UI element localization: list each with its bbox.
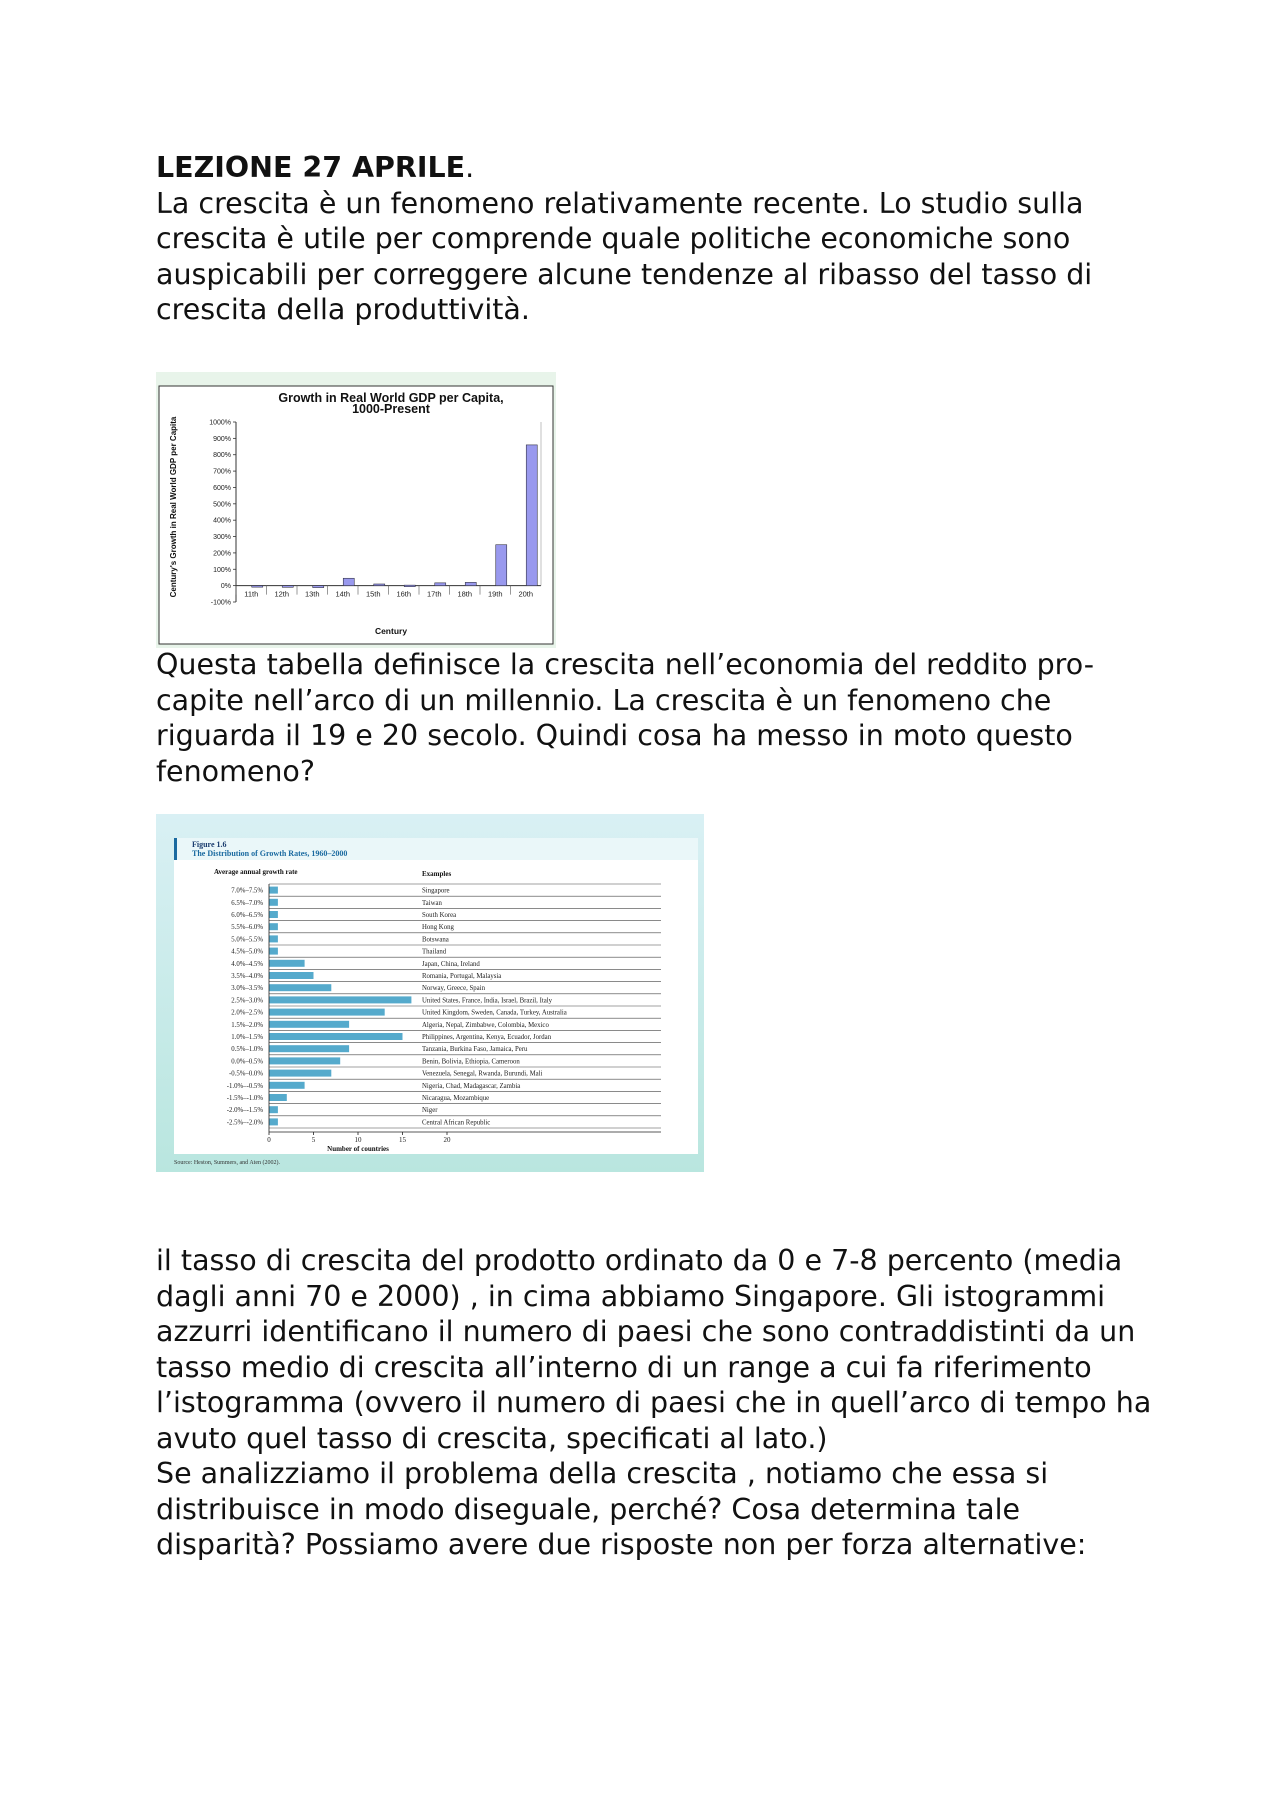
- chart2-bar: [269, 899, 278, 906]
- document-body: [156, 150, 1156, 328]
- chart1-y-tick-label: 700%: [213, 468, 231, 476]
- chart2-x-tick-label: 10: [354, 1136, 362, 1144]
- chart2-example: Japan, China, Ireland: [422, 960, 480, 968]
- chart2-x-tick-label: 5: [311, 1136, 316, 1144]
- chart1-x-tick-label: 18th: [457, 589, 473, 599]
- chart2-example: Venezuela, Senegal, Rwanda, Burundi, Mali: [422, 1070, 543, 1078]
- chart2-example: Norway, Greece, Spain: [422, 985, 485, 993]
- chart2-source: Source: Heston, Summers, and Aten (2002).: [174, 1160, 280, 1166]
- chart2-category-label: 6.0%–6.5%: [231, 912, 263, 919]
- chart2-example: Niger: [422, 1107, 438, 1115]
- chart1-x-tick-label: 15th: [365, 589, 381, 599]
- chart1-bar: [465, 582, 476, 585]
- chart1-y-tick-label: 0%: [220, 583, 231, 591]
- chart2-figure-label: Figure 1.6: [192, 840, 227, 849]
- chart2-category-label: 6.5%–7.0%: [231, 899, 263, 907]
- chart1-x-tick-label: 16th: [396, 589, 412, 599]
- chart2-bar: [269, 984, 331, 991]
- gdp-growth-chart: [156, 372, 556, 648]
- lesson-title: LEZIONE 27 APRILE: [156, 151, 466, 184]
- chart2-bar: [269, 923, 278, 930]
- chart1-y-tick-label: 400%: [213, 517, 231, 525]
- chart2-example: Singapore: [422, 887, 450, 895]
- after-chart2-paragraph-a: il tasso di crescita del prodotto ordinato da 0 e 7-8 percento (media dagli anni 70 e 2000) , in cima abbiamo Singapore. Gli istogrammi azzurri identificano il numero di paesi che sono contraddistinti da un tasso medio di crescita all’interno di un range a cui fa riferimento l’istogramma (ovvero il numero di paesi che in quell’arco di tempo ha avuto quel tasso di crescita, specificati al lato.): [156, 1244, 1152, 1455]
- chart2-category-label: 1.0%–1.5%: [231, 1034, 263, 1041]
- growth-distribution-chart: [156, 814, 704, 1172]
- chart1-x-tick-label: 14th: [335, 589, 351, 599]
- chart2-category-label: 4.5%–5.0%: [231, 948, 263, 956]
- chart2-category-label: -0.5%–0.0%: [229, 1070, 263, 1078]
- chart2-example: Philippines, Argentina, Kenya, Ecuador, Jordan: [422, 1034, 552, 1041]
- after-chart1-paragraph: Questa tabella definisce la crescita nell’economia del reddito pro-capite nell’arco di un millennio. La crescita è un fenomeno che riguarda il 19 e 20 secolo. Quindi cosa ha messo in moto questo fenomeno?: [156, 648, 1095, 788]
- chart1-y-label: Century's Growth in Real World GDP per Capita: [169, 416, 178, 598]
- chart2-bar: [269, 948, 278, 955]
- chart2-bar: [269, 1033, 403, 1040]
- lesson-title-suffix: .: [465, 151, 475, 184]
- chart2-example: United Kingdom, Sweden, Canada, Turkey, Australia: [422, 1009, 567, 1017]
- chart2-category-label: 3.5%–4.0%: [231, 973, 263, 980]
- chart2-example: Central African Republic: [422, 1119, 491, 1127]
- chart2-category-label: -1.0%–-0.5%: [226, 1082, 263, 1090]
- chart2-bar: [269, 935, 278, 942]
- chart2-bar: [269, 1094, 287, 1101]
- chart1-bar: [313, 586, 324, 588]
- chart1-explanation: [156, 647, 1156, 789]
- chart1-y-tick-label: 500%: [213, 501, 231, 509]
- chart2-bar: [269, 960, 305, 967]
- chart1-y-tick-label: 100%: [213, 566, 231, 574]
- chart2-category-label: -2.0%–-1.5%: [226, 1107, 263, 1115]
- chart2-bar: [269, 1106, 278, 1113]
- chart2-example: Algeria, Nepal, Zimbabwe, Colombia, Mexico: [422, 1021, 549, 1029]
- chart2-example: Botswana: [422, 936, 449, 944]
- chart1-y-tick-label: -100%: [210, 599, 231, 607]
- chart2-example: Romania, Portugal, Malaysia: [422, 973, 502, 980]
- chart2-example: Nicaragua, Mozambique: [422, 1095, 490, 1102]
- chart1-x-tick-label: 13th: [304, 589, 320, 599]
- chart2-category-label: 0.5%–1.0%: [231, 1046, 263, 1054]
- chart1-bar: [374, 584, 385, 586]
- chart2-x-label: Number of countries: [327, 1145, 389, 1153]
- chart1-x-tick-label: 17th: [426, 589, 442, 599]
- chart2-bar: [269, 1009, 385, 1016]
- chart1-y-tick-label: 200%: [213, 550, 231, 558]
- chart2-example: Thailand: [422, 948, 447, 956]
- chart2-example: South Korea: [422, 912, 457, 919]
- chart2-category-label: 5.0%–5.5%: [231, 936, 263, 944]
- chart2-title: The Distribution of Growth Rates, 1960–2000: [192, 849, 348, 858]
- chart2-category-header: Average annual growth rate: [214, 868, 298, 876]
- chart1-bar: [435, 583, 446, 586]
- chart1-y-tick-label: 800%: [213, 452, 231, 460]
- growth-distribution-chart-svg: [156, 814, 704, 1172]
- chart1-y-tick-label: 1000%: [209, 419, 231, 427]
- chart2-bar: [269, 972, 314, 979]
- after-chart2-paragraph-b: Se analizziamo il problema della crescita , notiamo che essa si distribuisce in modo diseguale, perché? Cosa determina tale disparità? Possiamo avere due risposte non per forza alternative:: [156, 1457, 1087, 1561]
- chart1-bar: [496, 545, 507, 586]
- chart2-category-label: 1.5%–2.0%: [231, 1021, 263, 1029]
- intro-paragraph: La crescita è un fenomeno relativamente recente. Lo studio sulla crescita è utile per comprende quale politiche economiche sono auspicabili per correggere alcune tendenze al ribasso del tasso di crescita della produttività.: [156, 186, 1093, 326]
- chart2-example: Benin, Bolivia, Ethiopia, Cameroon: [422, 1058, 520, 1066]
- gdp-growth-chart-svg: [156, 372, 556, 648]
- chart2-example: Tanzania, Burkina Faso, Jamaica, Peru: [422, 1046, 528, 1054]
- chart1-x-tick-label: 20th: [518, 589, 534, 599]
- chart1-bar: [404, 585, 415, 587]
- chart2-bar: [269, 1057, 340, 1064]
- chart2-category-label: 2.0%–2.5%: [231, 1009, 263, 1017]
- chart1-subtitle: 1000-Present: [352, 402, 430, 416]
- chart2-example: Taiwan: [422, 899, 442, 907]
- chart2-bar: [269, 887, 278, 894]
- chart2-category-label: 0.0%–0.5%: [231, 1058, 263, 1066]
- chart2-bar: [269, 911, 278, 918]
- chart2-examples-header: Examples: [422, 870, 452, 878]
- chart2-category-label: 2.5%–3.0%: [231, 997, 263, 1005]
- chart1-y-tick-label: 300%: [213, 534, 231, 542]
- chart2-example: Hong Kong: [422, 924, 454, 932]
- chart2-x-tick-label: 0: [267, 1136, 271, 1144]
- chart2-category-label: -1.5%–-1.0%: [226, 1095, 263, 1102]
- chart2-x-tick-label: 20: [443, 1136, 451, 1144]
- chart1-bar: [282, 586, 293, 588]
- chart1-x-tick-label: 19th: [487, 589, 503, 599]
- chart1-title: Growth in Real World GDP per Capita,: [278, 391, 504, 405]
- chart1-y-tick-label: 900%: [213, 435, 231, 443]
- chart2-category-label: 7.0%–7.5%: [231, 887, 263, 895]
- chart2-bar: [269, 1118, 278, 1125]
- chart1-y-tick-label: 600%: [213, 484, 231, 492]
- chart2-bar: [269, 1070, 331, 1077]
- chart1-x-tick-label: 11th: [244, 589, 259, 599]
- lesson-heading: [156, 150, 1156, 186]
- chart2-bar: [269, 1082, 305, 1089]
- chart2-category-label: 4.0%–4.5%: [231, 960, 263, 968]
- chart1-bar: [252, 586, 263, 588]
- chart2-category-label: 5.5%–6.0%: [231, 924, 263, 932]
- chart1-bar: [526, 445, 537, 586]
- chart2-category-label: 3.0%–3.5%: [231, 985, 263, 993]
- chart1-x-label: Century: [374, 626, 408, 636]
- chart1-x-tick-label: 12th: [274, 589, 290, 599]
- chart2-x-tick-label: 15: [399, 1136, 406, 1144]
- chart2-explanation: [156, 1243, 1156, 1563]
- chart2-bar: [269, 996, 411, 1003]
- chart2-bar: [269, 1021, 349, 1028]
- chart2-category-label: -2.5%–-2.0%: [226, 1119, 263, 1127]
- chart2-bar: [269, 1045, 349, 1052]
- chart2-example: United States, France, India, Israel, Brazil, Italy: [422, 997, 553, 1005]
- chart1-bar: [343, 578, 354, 585]
- chart2-example: Nigeria, Chad, Madagascar, Zambia: [422, 1082, 521, 1090]
